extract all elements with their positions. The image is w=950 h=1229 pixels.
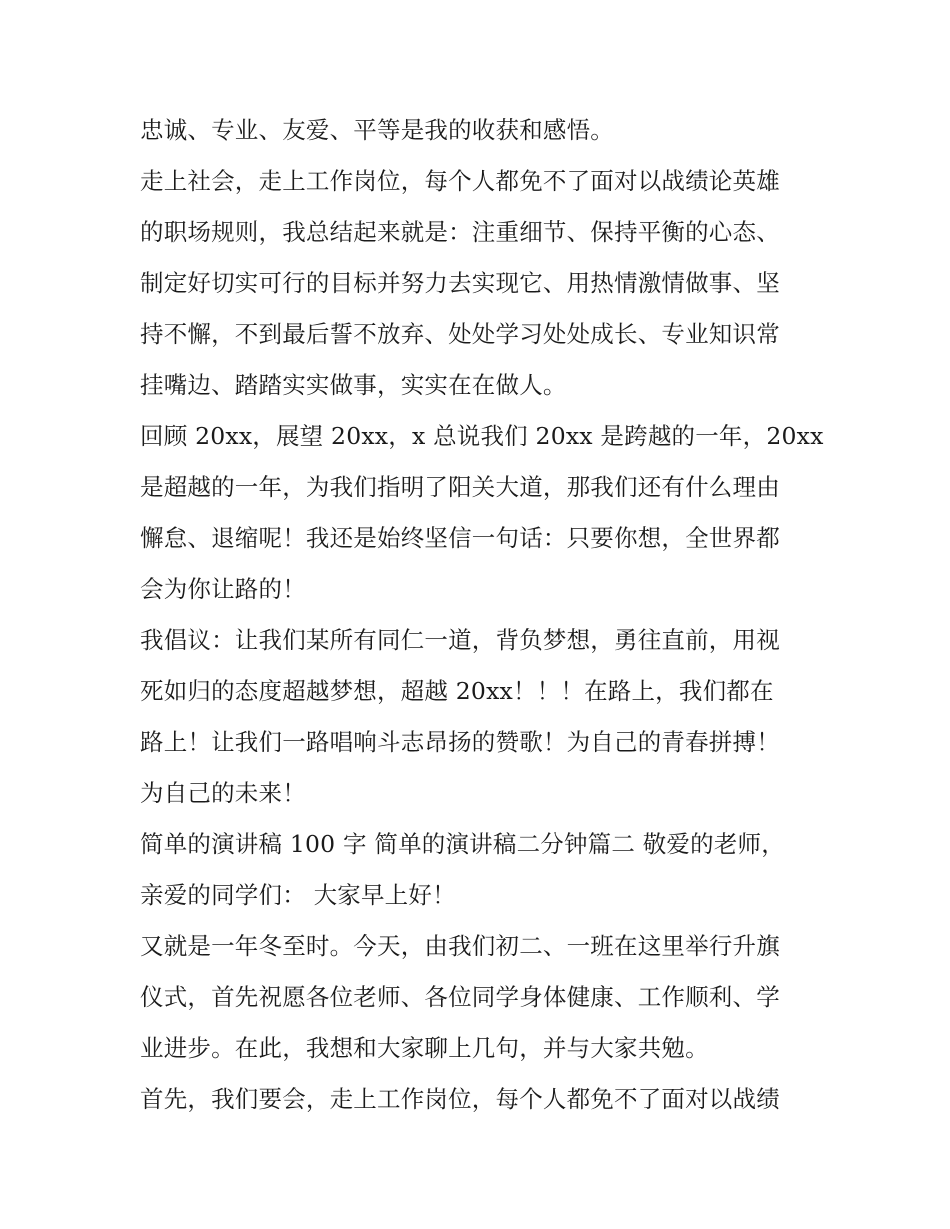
text-line: 路上！让我们一路唱响斗志昂扬的赞歌！为自己的青春拼搏！ bbox=[140, 728, 780, 756]
text-line: 忠诚、专业、友爱、平等是我的收获和感悟。 bbox=[140, 116, 614, 144]
text-line: 会为你让路的！ bbox=[140, 575, 306, 603]
text-line: 懈怠、退缩呢！我还是始终坚信一句话：只要你想，全世界都 bbox=[140, 524, 780, 552]
text-line: 仪式，首先祝愿各位老师、各位同学身体健康、工作顺利、学 bbox=[140, 983, 780, 1011]
text-line: 简单的演讲稿 100 字 简单的演讲稿二分钟篇二 敬爱的老师， bbox=[140, 830, 785, 858]
text-line: 走上社会，走上工作岗位，每个人都免不了面对以战绩论英雄 bbox=[140, 167, 780, 195]
document-page bbox=[140, 105, 824, 1125]
text-line: 是超越的一年，为我们指明了阳关大道，那我们还有什么理由 bbox=[140, 473, 780, 501]
text-line: 我倡议：让我们某所有同仁一道，背负梦想，勇往直前，用视 bbox=[140, 626, 780, 654]
text-line: 业进步。在此，我想和大家聊上几句，并与大家共勉。 bbox=[140, 1034, 709, 1062]
text-line: 的职场规则，我总结起来就是：注重细节、保持平衡的心态、 bbox=[140, 218, 780, 246]
text-line: 首先，我们要会，走上工作岗位，每个人都免不了面对以战绩 bbox=[140, 1085, 780, 1113]
text-line: 又就是一年冬至时。今天，由我们初二、一班在这里举行升旗 bbox=[140, 932, 780, 960]
text-line: 死如归的态度超越梦想，超越 20xx！！！在路上，我们都在 bbox=[140, 677, 774, 705]
text-line: 为自己的未来！ bbox=[140, 779, 306, 807]
text-line: 亲爱的同学们： 大家早上好！ bbox=[140, 881, 456, 909]
text-line: 持不懈，不到最后誓不放弃、处处学习处处成长、专业知识常 bbox=[140, 320, 780, 348]
text-line: 挂嘴边、踏踏实实做事，实实在在做人。 bbox=[140, 371, 567, 399]
text-line: 回顾 20xx，展望 20xx，x 总说我们 20xx 是跨越的一年，20xx bbox=[140, 422, 824, 450]
text-line: 制定好切实可行的目标并努力去实现它、用热情激情做事、坚 bbox=[140, 269, 780, 297]
